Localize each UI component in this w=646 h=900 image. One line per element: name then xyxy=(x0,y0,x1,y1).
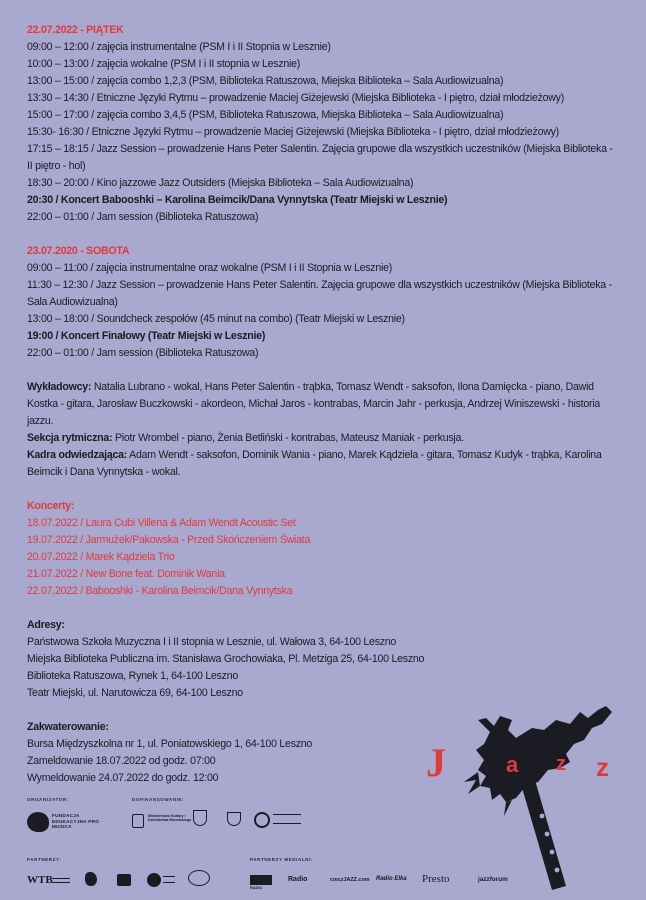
rhythm-section-paragraph xyxy=(27,430,617,447)
visiting-staff-label: Kadra odwiedzająca: xyxy=(27,449,128,461)
accommodation-heading: Zakwaterowanie: xyxy=(27,721,109,733)
media-logo-radio-elka: Radio Elka xyxy=(376,876,407,882)
flute-hole xyxy=(540,814,545,819)
friday-line-1: 09:00 – 12:00 / zajęcia instrumentalne (PSM I i II Stopnia w Lesznie) xyxy=(27,41,331,53)
friday-concert-line: 20:30 / Koncert Babooshki – Karolina Beimcik/Dana Vynnytska (Teatr Miejski w Lesznie) xyxy=(27,194,448,206)
address-item: Miejska Biblioteka Publiczna im. Stanisława Grochowiaka, Pl. Metziga 25, 64-100 Leszno xyxy=(27,653,425,665)
friday-line-5: 15:00 – 17:00 / zajęcia combo 3,4,5 (PSM, Biblioteka Ratuszowa, Miejska Biblioteka – Sala Audiowizualna) xyxy=(27,109,504,121)
address-item: Biblioteka Ratuszowa, Rynek 1, 64-100 Leszno xyxy=(27,670,239,682)
saturday-heading: 23.07.2020 - SOBOTA xyxy=(27,245,130,257)
jazz-letter-z1: z xyxy=(556,753,566,775)
organizer-logo xyxy=(27,810,105,834)
organizer-label: ORGANIZATOR: xyxy=(27,797,69,802)
cofinance-label: DOFINANSOWANIE: xyxy=(132,797,185,802)
saturday-soundcheck-line: 13:00 – 18:00 / Soundcheck zespołów (45 minut na combo) (Teatr Miejski w Lesznie) xyxy=(27,313,405,325)
eagle-icon xyxy=(132,814,144,828)
partner-logo-wtb-sub xyxy=(52,878,70,883)
partner-logo-wtb xyxy=(27,874,53,886)
cofinance-logo-4-text xyxy=(273,814,301,824)
media-logo-presto: Presto xyxy=(422,873,450,885)
crest-logo-2 xyxy=(227,812,241,826)
jazz-letter-a: a xyxy=(506,752,519,777)
saturday-session-line: 11:30 – 12:30 / Jazz Session – prowadzenie Hans Peter Salentin. Zajęcia grupowe dla wszystkich uczestników (Miejska Biblioteka - Sala Audiowizualna) xyxy=(27,279,612,308)
address-item: Państwowa Szkoła Muzyczna I i II stopnia w Lesznie, ul. Wałowa 3, 64-100 Leszno xyxy=(27,636,397,648)
friday-line-3: 13:00 – 15:00 / zajęcia combo 1,2,3 (PSM, Biblioteka Ratuszowa, Miejska Biblioteka – Sala Audiowizualna) xyxy=(27,75,504,87)
media-logo-rzeczjazz: rzeczJAZZ.com xyxy=(330,877,370,883)
concert-item: 21.07.2022 / New Bone feat. Dominik Wania xyxy=(27,568,225,580)
concert-item: 18.07.2022 / Laura Cubi Villena & Adam Wendt Acoustic Set xyxy=(27,517,296,529)
bird-silhouette xyxy=(476,706,612,802)
media-logo-radio-poznan xyxy=(250,875,272,885)
ministry-logo xyxy=(132,812,192,832)
partner-logo-2 xyxy=(85,872,97,886)
jazz-letter-z2: z xyxy=(596,752,609,782)
lecturers-label: Wykładowcy: xyxy=(27,381,92,393)
crest-logo-1 xyxy=(193,810,207,826)
wtb-text: WTB xyxy=(27,874,53,886)
friday-heading: 22.07.2022 - PIĄTEK xyxy=(27,24,124,36)
friday-kino-line: 18:30 – 20:00 / Kino jazzowe Jazz Outsiders (Miejska Biblioteka – Sala Audiowizualna) xyxy=(27,177,414,189)
accommodation-item: Wymeldowanie 24.07.2022 do godz. 12:00 xyxy=(27,772,219,784)
flute-stem xyxy=(518,770,566,890)
friday-jam-line: 22:00 – 01:00 / Jam session (Biblioteka Ratuszowa) xyxy=(27,211,259,223)
partners-label: PARTNERZY: xyxy=(27,857,62,862)
schedule-content xyxy=(27,22,617,787)
saturday-concert-line: 19:00 / Koncert Finałowy (Teatr Miejski w Lesznie) xyxy=(27,330,266,342)
lecturers-paragraph xyxy=(27,379,617,430)
friday-line-4: 13:30 – 14:30 / Etniczne Języki Rytmu – prowadzenie Maciej Giżejewski (Miejska Biblioteka - I piętro, dział młodzieżowy) xyxy=(27,92,565,104)
friday-line-2: 10:00 – 13:00 / zajęcia wokalne (PSM I i II stopnia w Lesznie) xyxy=(27,58,301,70)
flute-hole xyxy=(545,832,550,837)
ministry-text: Ministerstwo Kultury i Dziedzictwa Narodowego xyxy=(148,814,192,823)
accommodation-item: Bursa Międzyszkolna nr 1, ul. Poniatowskiego 1, 64-100 Leszno xyxy=(27,738,313,750)
addresses-heading: Adresy: xyxy=(27,619,65,631)
partner-logo-4-text xyxy=(163,876,175,883)
media-partners-label: PARTNERZY MEDIALNI: xyxy=(250,857,313,862)
rhythm-section-text: Piotr Wrombel - piano, Żenia Betliński - kontrabas, Mateusz Maniak - perkusja. xyxy=(112,432,464,444)
concerts-heading: Koncerty: xyxy=(27,500,75,512)
visiting-staff-text: Adam Wendt - saksofon, Dominik Wania - piano, Marek Kądziela - gitara, Tomasz Kudyk - trąbka, Karolina Beimcik i Dana Vynnytska - wokal. xyxy=(27,449,602,478)
partner-logo-5 xyxy=(188,870,210,886)
partner-logo-4 xyxy=(147,873,161,887)
saturday-line-1: 09:00 – 11:00 / zajęcia instrumentalne oraz wokalne (PSM I i II Stopnia w Lesznie) xyxy=(27,262,393,274)
flute-hole xyxy=(555,868,560,873)
partner-logo-3 xyxy=(117,874,131,886)
accommodation-item: Zameldowanie 18.07.2022 od godz. 07:00 xyxy=(27,755,216,767)
cofinance-logo-4 xyxy=(254,812,270,828)
friday-line-6: 15:30- 16:30 / Etniczne Języki Rytmu – prowadzenie Maciej Giżejewski (Miejska Biblioteka - I piętro, dział młodzieżowy) xyxy=(27,126,559,138)
flute-hole xyxy=(550,850,555,855)
rhythm-section-label: Sekcja rytmiczna: xyxy=(27,432,113,444)
jazz-letter-j: J xyxy=(426,740,446,785)
jazz-artwork xyxy=(420,690,646,900)
media-logo-jazzforum: jazzforum xyxy=(478,876,508,883)
saturday-jam-line: 22:00 – 01:00 / Jam session (Biblioteka Ratuszowa) xyxy=(27,347,259,359)
address-item: Teatr Miejski, ul. Narutowicza 69, 64-100 Leszno xyxy=(27,687,243,699)
concert-item: 22.07.2022 / Babooshki - Karolina Beimcik/Dana Vynnytska xyxy=(27,585,293,597)
media-logo-radio-poznan-text: RADIO xyxy=(250,886,263,890)
organizer-logo-text: FUNDACJA EDUKACYJNA PRO MUSICA xyxy=(52,813,100,830)
organizer-logo-icon xyxy=(27,812,49,832)
media-logo-radio-pallad: Radio xyxy=(288,876,308,883)
visiting-staff-paragraph xyxy=(27,447,617,481)
concert-item: 19.07.2022 / Jarmużek/Pakowska - Przed Skończeniem Świata xyxy=(27,534,311,546)
lecturers-text: Natalia Lubrano - wokal, Hans Peter Salentin - trąbka, Tomasz Wendt - saksofon, Ilona Damięcka - piano, Dawid Kostka - gitara, Jarosław Buczkowski - akordeon, Michał Jaros - kontrabas, Marcin Jahr - perkusja, Andrzej Winiszewski - historia jazzu. xyxy=(27,381,600,427)
friday-session-line: 17:15 – 18:15 / Jazz Session – prowadzenie Hans Peter Salentin. Zajęcia grupowe dla wszystkich uczestników (Miejska Biblioteka - II piętro - hol) xyxy=(27,143,613,172)
concert-item: 20.07.2022 / Marek Kądziela Trio xyxy=(27,551,175,563)
